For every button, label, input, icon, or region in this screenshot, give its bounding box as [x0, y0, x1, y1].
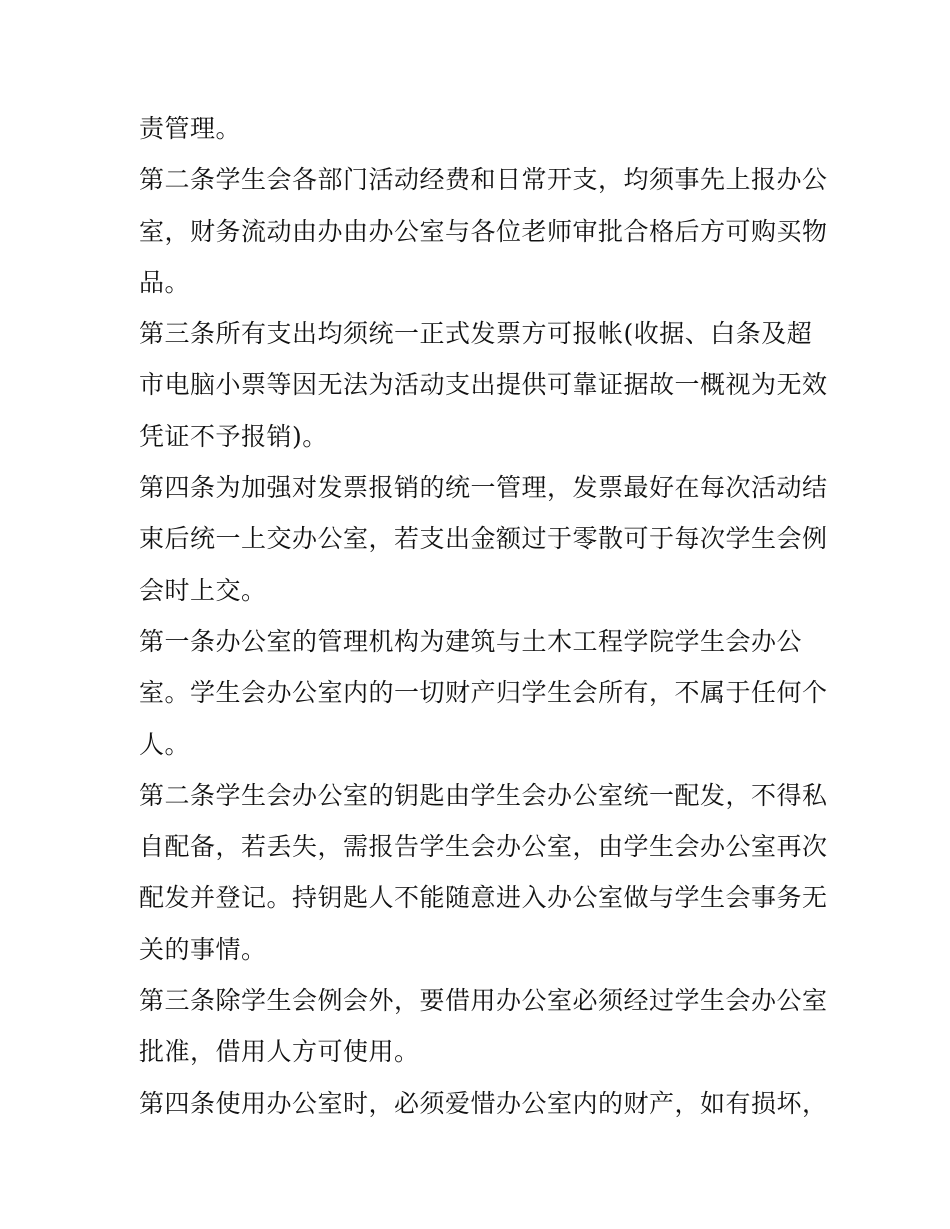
text-line: 人。 — [139, 729, 191, 759]
text-line: 第三条所有支出均须统一正式发票方可报帐(收据、白条及超 — [139, 319, 813, 349]
text-line: 凭证不予报销)。 — [139, 421, 328, 451]
text-line: 批准，借用人方可使用。 — [139, 1037, 420, 1067]
text-line: 第三条除学生会例会外，要借用办公室必须经过学生会办公室 — [139, 986, 828, 1016]
text-line: 配发并登记。持钥匙人不能随意进入办公室做与学生会事务无 — [139, 883, 828, 913]
text-line: 责管理。 — [139, 114, 242, 143]
text-line: 第二条学生会各部门活动经费和日常开支，均须事先上报办公 — [139, 165, 828, 195]
text-line: 会时上交。 — [139, 575, 267, 605]
text-line: 束后统一上交办公室，若支出金额过于零散可于每次学生会例 — [139, 524, 828, 554]
text-line: 第一条办公室的管理机构为建筑与土木工程学院学生会办公 — [139, 626, 803, 656]
text-line: 第四条使用办公室时，必须爱惜办公室内的财产，如有损坏， — [139, 1088, 828, 1118]
text-line: 第二条学生会办公室的钥匙由学生会办公室统一配发，不得私 — [139, 780, 828, 810]
text-line: 室。学生会办公室内的一切财产归学生会所有，不属于任何个 — [139, 678, 828, 708]
text-line: 第四条为加强对发票报销的统一管理，发票最好在每次活动结 — [139, 473, 828, 503]
text-line: 关的事情。 — [139, 934, 267, 964]
text-line: 市电脑小票等因无法为活动支出提供可靠证据故一概视为无效 — [139, 370, 828, 400]
text-line: 品。 — [139, 267, 191, 297]
text-line: 自配备，若丢失，需报告学生会办公室，由学生会办公室再次 — [139, 832, 828, 862]
text-line: 室，财务流动由办由办公室与各位老师审批合格后方可购买物 — [139, 216, 828, 246]
document-body — [139, 103, 828, 1129]
